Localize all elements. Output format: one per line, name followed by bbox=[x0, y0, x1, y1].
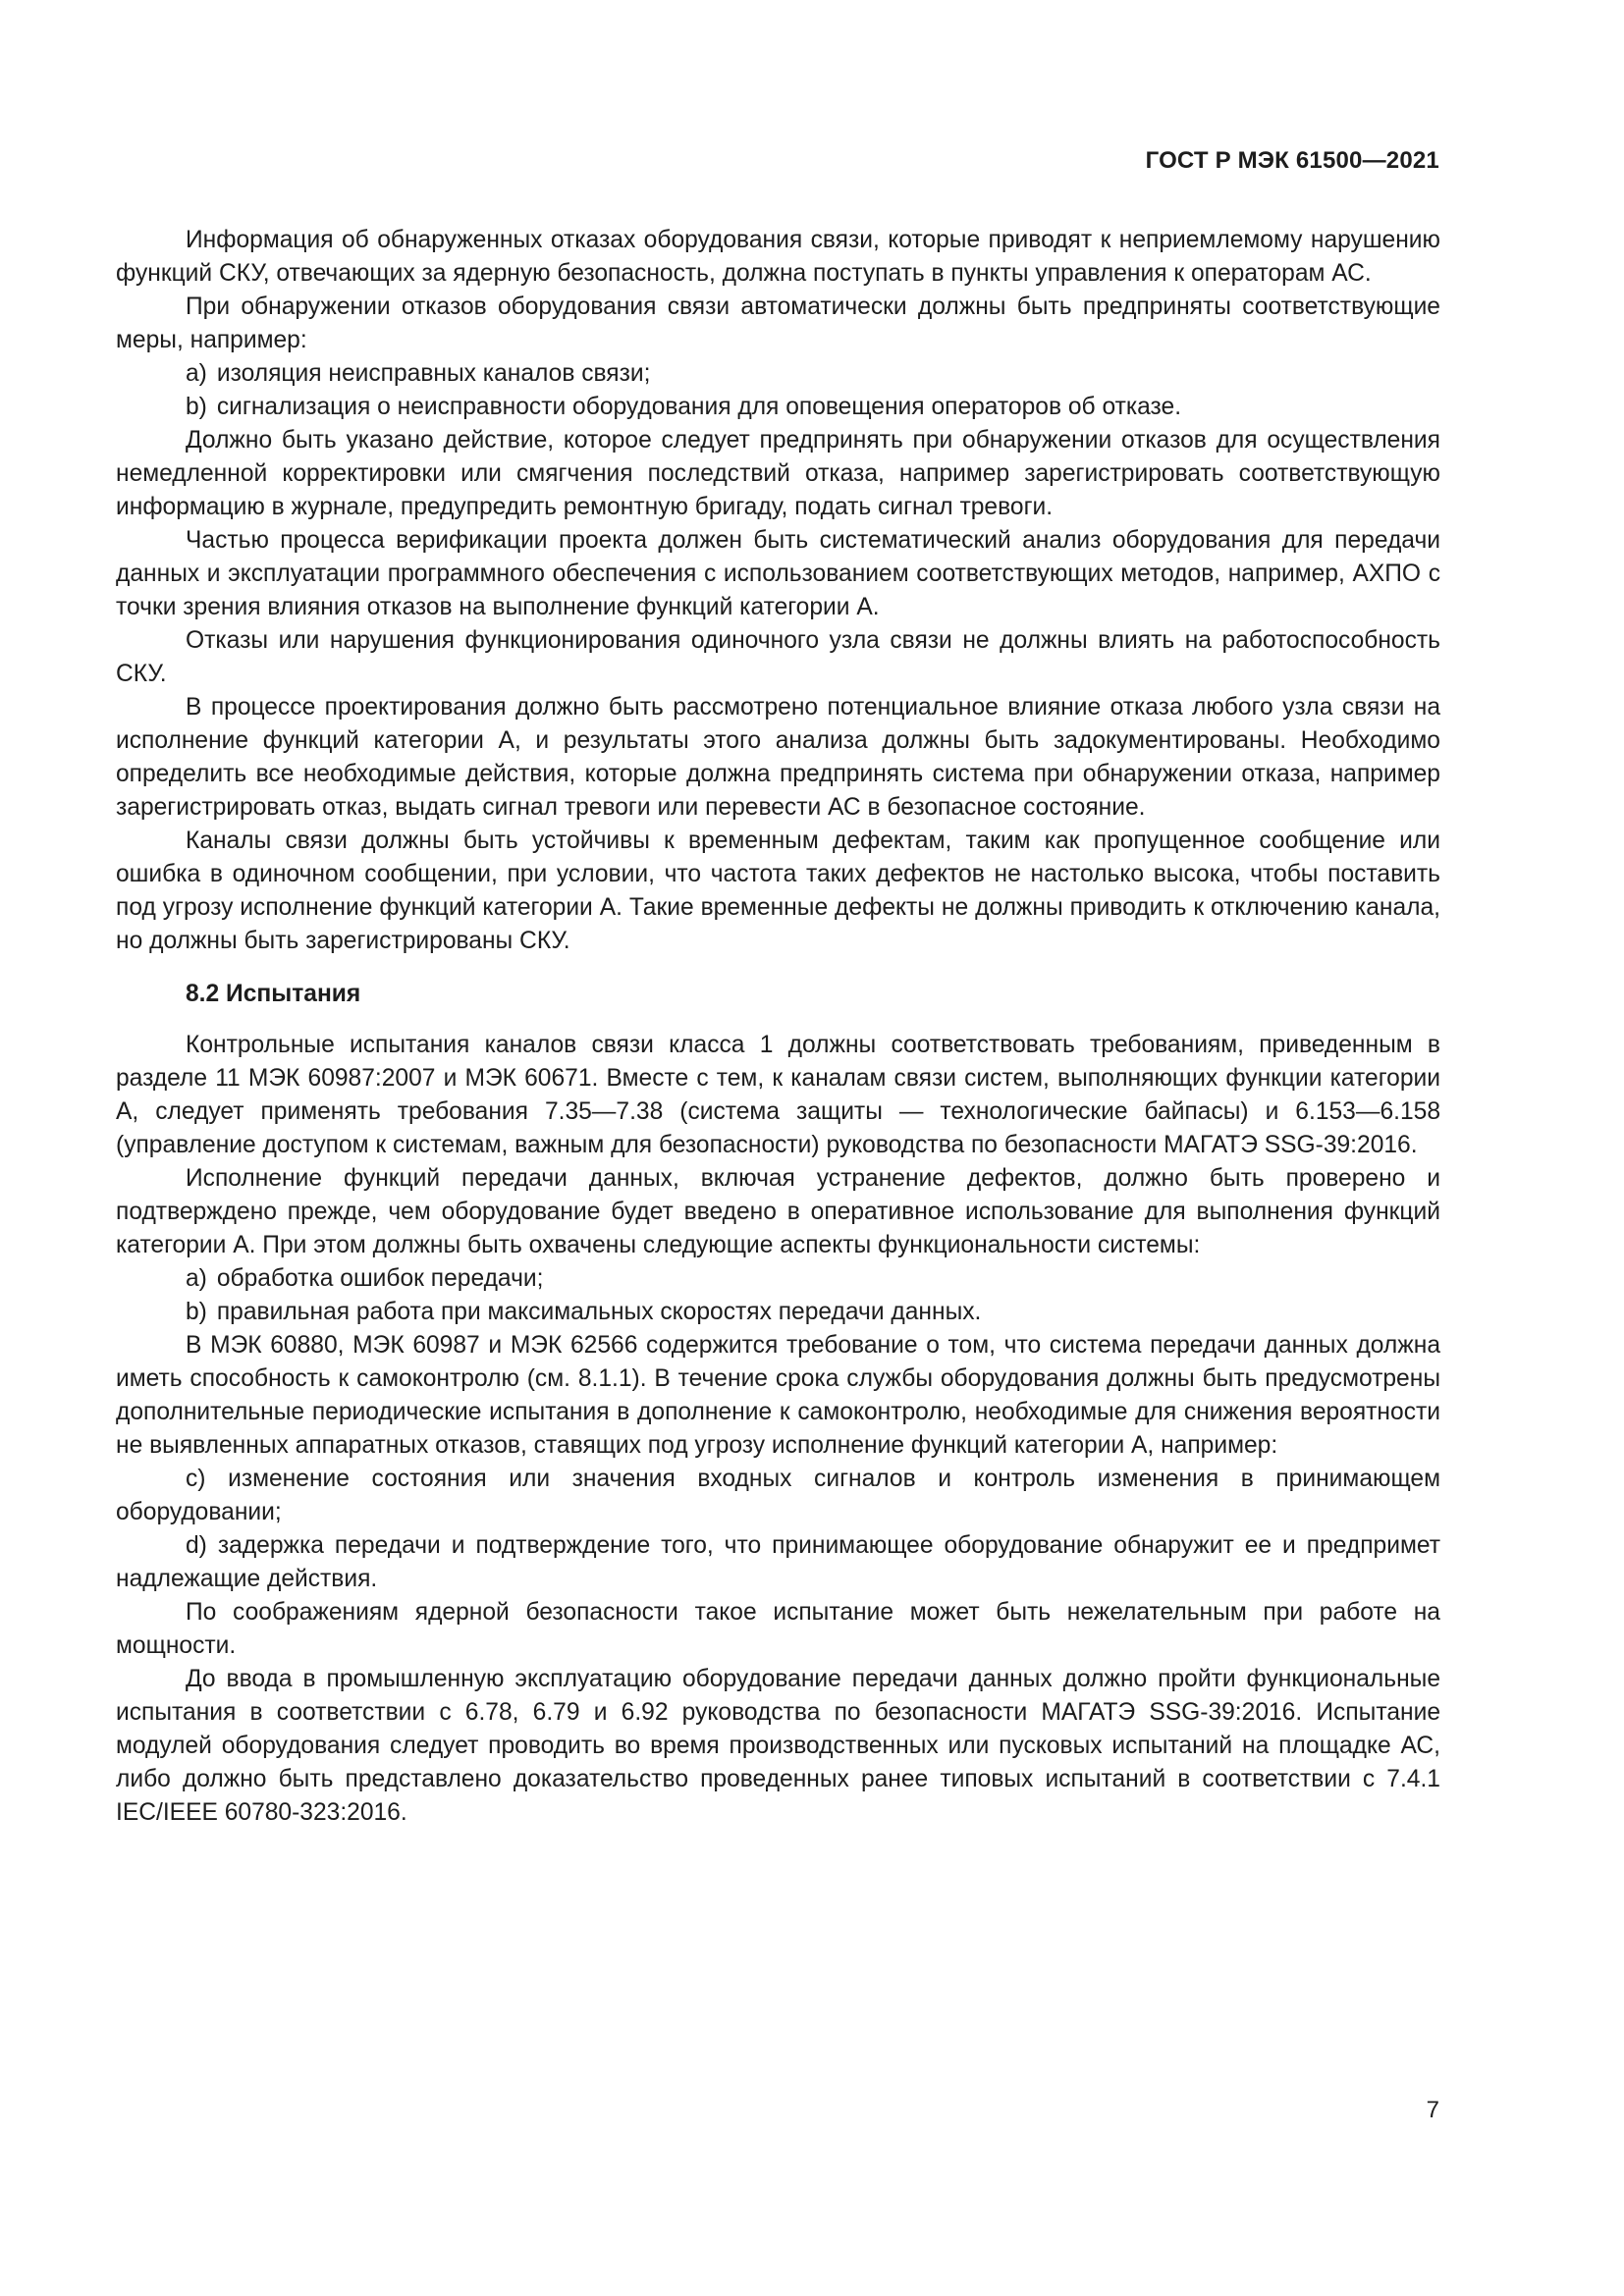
paragraph: В МЭК 60880, МЭК 60987 и МЭК 62566 содержится требование о том, что система передачи данных должна иметь способность к самоконтролю (см. 8.1.1). В течение срока службы оборудования должны быть предусмотрены дополнительные периодические испытания в дополнение к самоконтролю, необходимые для снижения вероятности не выявленных аппаратных отказов, ставящих под угрозу исполнение функций категории А, например: bbox=[116, 1332, 1440, 1459]
section-heading-8-2: 8.2 Испытания bbox=[186, 981, 361, 1007]
list-item-marker: c) bbox=[186, 1466, 206, 1492]
list-item-text: обработка ошибок передачи; bbox=[216, 1265, 544, 1292]
list-item-marker: a) bbox=[186, 1265, 207, 1292]
list-item bbox=[116, 1463, 1440, 1529]
list-item-marker: d) bbox=[186, 1532, 207, 1559]
paragraph: Каналы связи должны быть устойчивы к временным дефектам, таким как пропущенное сообщение или ошибка в одиночном сообщении, при условии, что частота таких дефектов не настолько высока, чтобы поставить под угрозу исполнение функций категории А. Такие временные дефекты не должны приводить к отключению канала, но должны быть зарегистрированы СКУ. bbox=[116, 828, 1440, 954]
list-item-text: задержка передачи и подтверждение того, что принимающее оборудование обнаружит ее и предпримет надлежащие действия. bbox=[116, 1532, 1440, 1592]
list-item-marker: a) bbox=[186, 360, 207, 387]
list-item bbox=[116, 1262, 1440, 1296]
list-item bbox=[116, 1529, 1440, 1596]
list-item bbox=[116, 391, 1440, 424]
paragraph: По соображениям ядерной безопасности такое испытание может быть нежелательным при работе на мощности. bbox=[116, 1599, 1440, 1659]
paragraph: Должно быть указано действие, которое следует предпринять при обнаружении отказов для осуществления немедленной корректировки или смягчения последствий отказа, например зарегистрировать соответствующую информацию в журнале, предупредить ремонтную бригаду, подать сигнал тревоги. bbox=[116, 427, 1440, 520]
paragraph: Исполнение функций передачи данных, включая устранение дефектов, должно быть проверено и подтверждено прежде, чем оборудование будет введено в оперативное использование для выполнения функций категории А. При этом должны быть охвачены следующие аспекты функциональности системы: bbox=[116, 1165, 1440, 1258]
paragraph: При обнаружении отказов оборудования связи автоматически должны быть предприняты соответствующие меры, например: bbox=[116, 294, 1440, 353]
list-item bbox=[116, 1296, 1440, 1329]
list-item-text: изоляция неисправных каналов связи; bbox=[216, 360, 651, 387]
list-item-text: правильная работа при максимальных скоростях передачи данных. bbox=[216, 1299, 982, 1325]
section-8-2-text bbox=[116, 1029, 1440, 1830]
list-item-marker: b) bbox=[186, 394, 207, 420]
list-item-text: изменение состояния или значения входных сигналов и контроль изменения в принимающем оборудовании; bbox=[116, 1466, 1440, 1525]
list-item bbox=[116, 357, 1440, 391]
document-body bbox=[116, 224, 1440, 1830]
page-number: 7 bbox=[1426, 2097, 1439, 2123]
list-item-marker: b) bbox=[186, 1299, 207, 1325]
paragraph: Информация об обнаруженных отказах оборудования связи, которые приводят к неприемлемому нарушению функций СКУ, отвечающих за ядерную безопасность, должна поступать в пункты управления к операторам АС. bbox=[116, 227, 1440, 287]
paragraph: Отказы или нарушения функционирования одиночного узла связи не должны влиять на работоспособность СКУ. bbox=[116, 627, 1440, 687]
paragraph: До ввода в промышленную эксплуатацию оборудование передачи данных должно пройти функциональные испытания в соответствии с 6.78, 6.79 и 6.92 руководства по безопасности МАГАТЭ SSG-39:2016. Испытание модулей оборудования следует проводить во время производственных или пусковых испытаний на площадке АС, либо должно быть представлено доказательство проведенных ранее типовых испытаний в соответствии с 7.4.1 IEC/IEEE 60780-323:2016. bbox=[116, 1666, 1440, 1826]
section-8-1-text bbox=[116, 224, 1440, 958]
list-item-text: сигнализация о неисправности оборудования для оповещения операторов об отказе. bbox=[216, 394, 1182, 420]
document-header-id: ГОСТ Р МЭК 61500—2021 bbox=[1145, 147, 1439, 174]
paragraph: Контрольные испытания каналов связи класса 1 должны соответствовать требованиям, приведенным в разделе 11 МЭК 60987:2007 и МЭК 60671. Вместе с тем, к каналам связи систем, выполняющих функции категории А, следует применять требования 7.35—7.38 (система защиты — технологические байпасы) и 6.153—6.158 (управление доступом к системам, важным для безопасности) руководства по безопасности МАГАТЭ SSG-39:2016. bbox=[116, 1032, 1440, 1158]
paragraph: В процессе проектирования должно быть рассмотрено потенциальное влияние отказа любого узла связи на исполнение функций категории А, и результаты этого анализа должны быть задокументированы. Необходимо определить все необходимые действия, которые должна предпринять система при обнаружении отказа, например зарегистрировать отказ, выдать сигнал тревоги или перевести АС в безопасное состояние. bbox=[116, 694, 1440, 821]
paragraph: Частью процесса верификации проекта должен быть систематический анализ оборудования для передачи данных и эксплуатации программного обеспечения с использованием соответствующих методов, например, АХПО с точки зрения влияния отказов на выполнение функций категории А. bbox=[116, 527, 1440, 620]
